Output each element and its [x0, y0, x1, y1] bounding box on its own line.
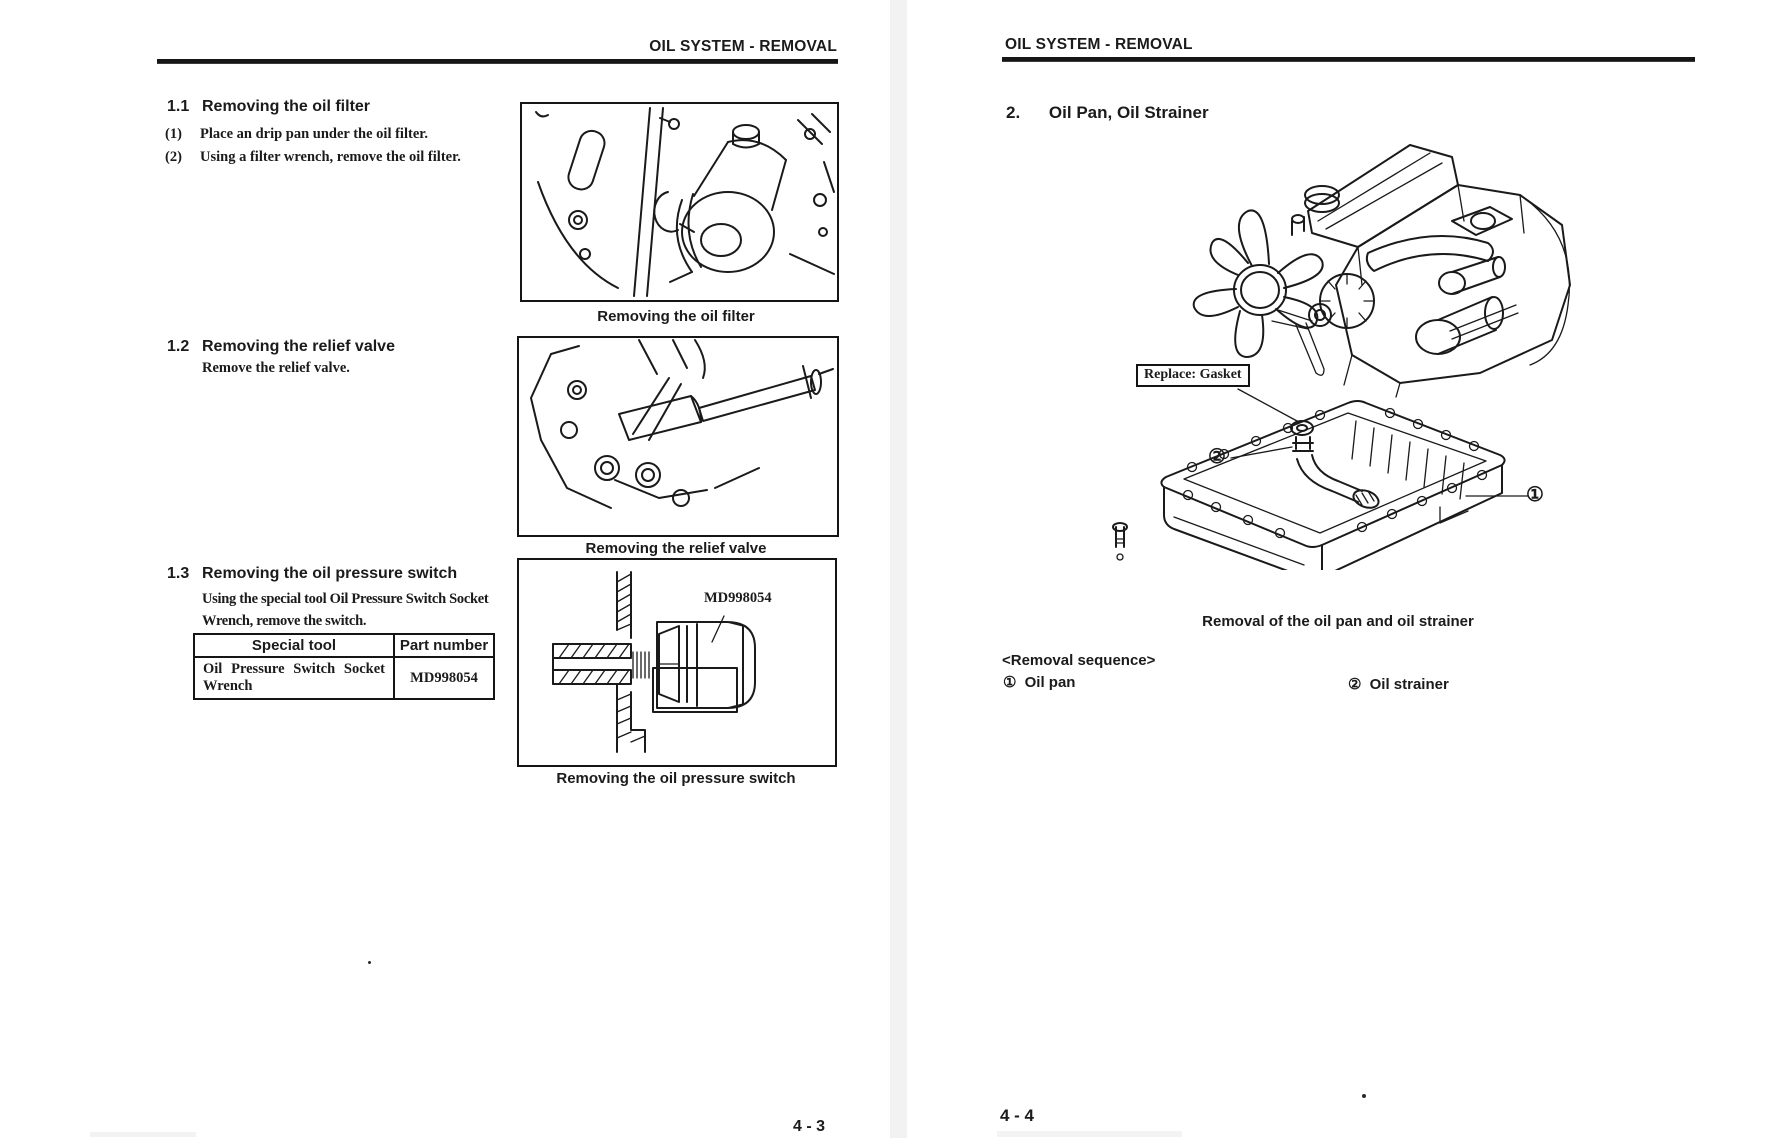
- sequence-marker: ②: [1348, 676, 1362, 693]
- sequence-marker: ①: [1003, 674, 1017, 691]
- right-header-rule: [1002, 57, 1695, 62]
- section-2-title: [1006, 103, 1209, 123]
- section-number: 2.: [1006, 103, 1021, 122]
- special-tool-table: [193, 633, 495, 700]
- sequence-label: Oil pan: [1024, 674, 1076, 691]
- section-title-text: Oil Pan, Oil Strainer: [1048, 103, 1209, 122]
- section-title-text: Removing the relief valve: [202, 338, 395, 355]
- removal-sequence-heading: <Removal sequence>: [1002, 652, 1156, 669]
- step-text: Using a filter wrench, remove the oil filter.: [200, 149, 461, 165]
- step-number: (1): [165, 126, 182, 142]
- section-number: 1.1: [167, 98, 190, 115]
- section-1-3-title: [167, 565, 457, 583]
- step-2: [165, 149, 515, 166]
- step-1: [165, 126, 515, 143]
- oil-filter-drawing: [522, 104, 837, 300]
- figure-caption: Removing the oil pressure switch: [556, 770, 796, 787]
- replace-gasket-label: Replace: Gasket: [1136, 364, 1250, 387]
- sequence-label: Oil strainer: [1369, 676, 1449, 693]
- section-number: 1.2: [167, 338, 190, 355]
- section-number: 1.3: [167, 565, 190, 582]
- table-header-special-tool: Special tool: [194, 634, 394, 657]
- relief-valve-drawing: [519, 338, 837, 535]
- table-header-part-number: Part number: [394, 634, 494, 657]
- oil-pressure-switch-drawing: [519, 560, 835, 765]
- scan-speck: [1362, 1094, 1366, 1098]
- callout-2: ②: [1208, 446, 1226, 468]
- right-page-header: OIL SYSTEM - REMOVAL: [1005, 36, 1193, 53]
- scan-speck: [368, 961, 371, 964]
- figure-caption: Removal of the oil pan and oil strainer: [1202, 613, 1474, 630]
- figure-oil-pressure-switch: [517, 558, 837, 767]
- step-number: (2): [165, 149, 182, 165]
- left-header-rule: [157, 59, 838, 64]
- section-1-2-body: Remove the relief valve.: [202, 360, 350, 376]
- right-page-number: 4 - 4: [1000, 1106, 1035, 1125]
- figure-caption: Removing the relief valve: [585, 540, 767, 557]
- removal-sequence-item: [1348, 675, 1449, 693]
- left-page-number: 4 - 3: [793, 1118, 826, 1135]
- callout-1: ①: [1526, 484, 1544, 506]
- tool-part-label: MD998054: [704, 590, 772, 606]
- left-page-header: OIL SYSTEM - REMOVAL: [649, 38, 837, 55]
- table-cell-tool: Oil Pressure Switch Socket Wrench: [194, 657, 394, 699]
- table-row: [194, 657, 494, 699]
- figure-caption: Removing the oil filter: [597, 308, 755, 325]
- page-gutter: [890, 0, 907, 1138]
- scan-artifact-bar: [997, 1131, 1182, 1137]
- table-cell-part-number: MD998054: [394, 657, 494, 699]
- figure-oil-filter: [520, 102, 839, 302]
- scan-artifact-bar: [90, 1132, 196, 1137]
- section-title-text: Removing the oil filter: [202, 98, 371, 115]
- section-title-text: Removing the oil pressure switch: [202, 565, 458, 582]
- removal-sequence-item: [1003, 673, 1075, 691]
- section-1-3-body: Using the special tool Oil Pressure Switch Socket Wrench, remove the switch.: [202, 591, 489, 629]
- section-1-2-title: [167, 338, 395, 356]
- step-text: Place an drip pan under the oil filter.: [200, 126, 428, 142]
- figure-relief-valve: [517, 336, 839, 537]
- section-1-1-title: [167, 98, 370, 116]
